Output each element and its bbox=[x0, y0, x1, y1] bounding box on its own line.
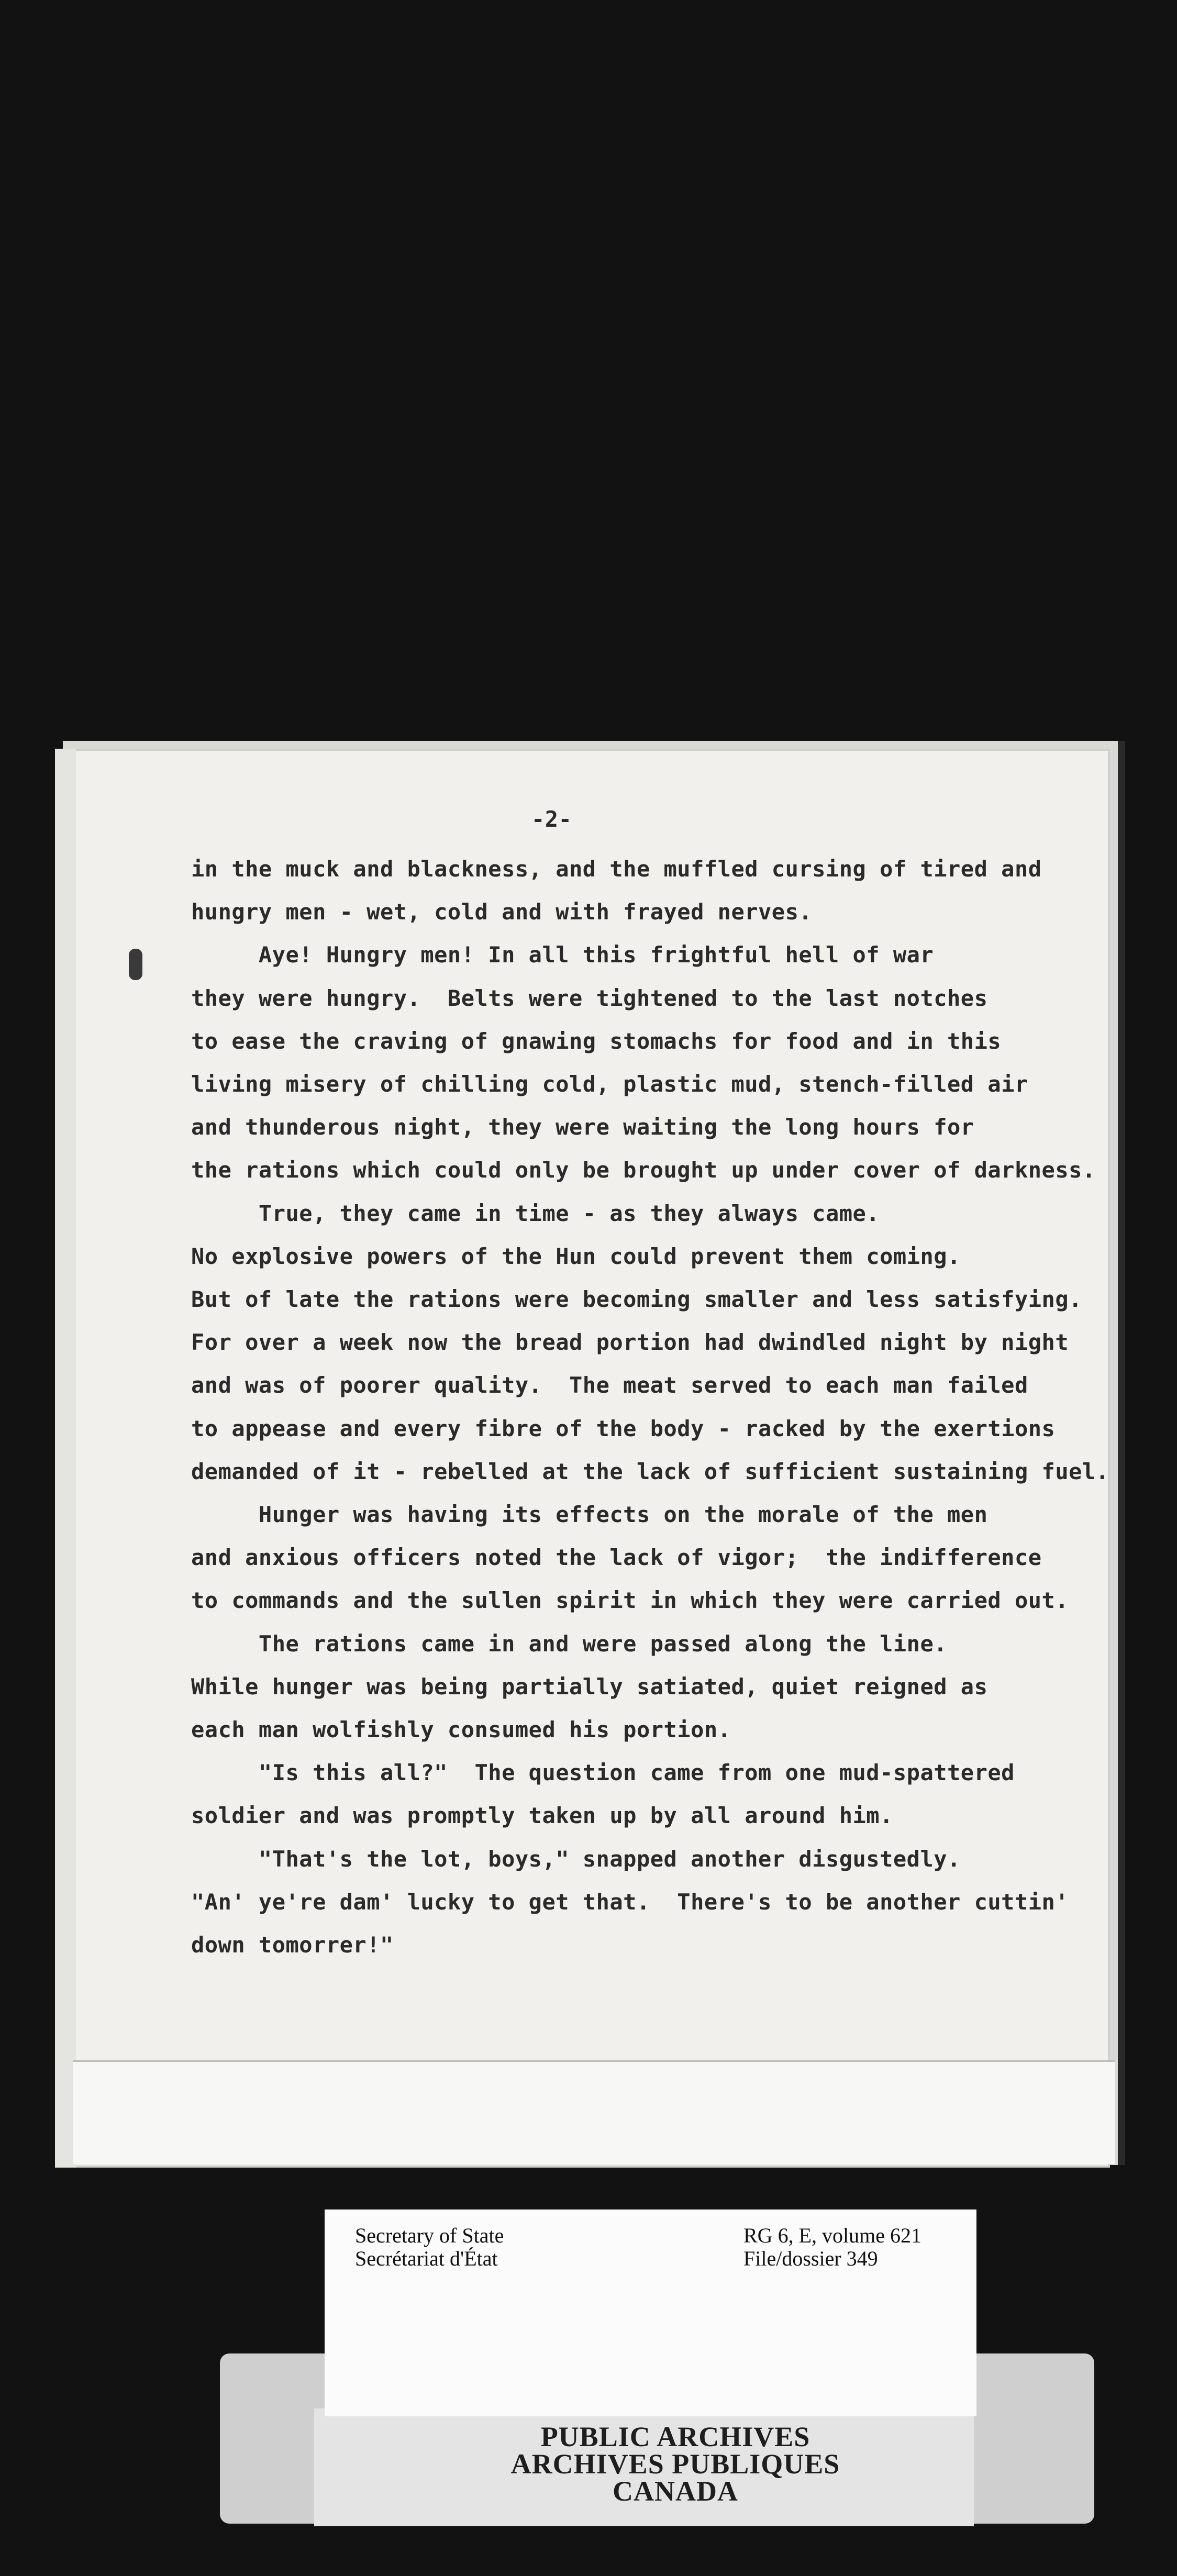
typed-line: down tomorrer!" bbox=[191, 1932, 394, 1958]
typed-line: the rations which could only be brought up under cover of darkness. bbox=[191, 1157, 1096, 1183]
typed-line: The rations came in and were passed along the line. bbox=[191, 1630, 948, 1657]
typed-line: in the muck and blackness, and the muffled cursing of tired and bbox=[191, 856, 1042, 882]
label-record-group: RG 6, E, volume 621 bbox=[743, 2224, 921, 2247]
typed-line: demanded of it - rebelled at the lack of sufficient sustaining fuel. bbox=[191, 1458, 1109, 1484]
typed-line: True, they came in time - as they always came. bbox=[191, 1200, 880, 1226]
stamp-line-1: PUBLIC ARCHIVES bbox=[540, 2421, 810, 2452]
label-file-number: File/dossier 349 bbox=[743, 2247, 878, 2270]
typed-line: While hunger was being partially satiated, quiet reigned as bbox=[191, 1673, 988, 1700]
typed-line: But of late the rations were becoming smaller and less satisfying. bbox=[191, 1286, 1082, 1312]
typed-line: "That's the lot, boys," snapped another disgustedly. bbox=[191, 1846, 961, 1872]
typed-line: "An' ye're dam' lucky to get that. There's to be another cuttin' bbox=[191, 1889, 1069, 1915]
typed-line: to appease and every fibre of the body - racked by the exertions bbox=[191, 1415, 1056, 1441]
page-bottom-strip bbox=[73, 2060, 1115, 2164]
typed-line: and thunderous night, they were waiting the long hours for bbox=[191, 1114, 974, 1140]
typed-line: each man wolfishly consumed his portion. bbox=[191, 1717, 731, 1742]
punch-hole-icon bbox=[129, 949, 142, 980]
typed-line: they were hungry. Belts were tightened to the last notches bbox=[191, 985, 988, 1011]
typed-line: "Is this all?" The question came from one mud-spattered bbox=[191, 1760, 1015, 1786]
label-department-fr: Secrétariat d'État bbox=[355, 2247, 498, 2270]
typed-line: For over a week now the bread portion had dwindled night by night bbox=[191, 1329, 1069, 1356]
typed-line: hungry men - wet, cold and with frayed nerves. bbox=[191, 899, 813, 925]
typed-line: to ease the craving of gnawing stomachs for food and in this bbox=[191, 1028, 1002, 1054]
typed-line: and anxious officers noted the lack of vigor; the indifference bbox=[191, 1545, 1042, 1571]
typed-line: and was of poorer quality. The meat served to each man failed bbox=[191, 1372, 1028, 1398]
archives-stamp bbox=[440, 2423, 911, 2505]
page-left-edge bbox=[55, 749, 76, 2168]
typed-line: Aye! Hungry men! In all this frightful hell of war bbox=[191, 942, 934, 968]
archive-label-card bbox=[325, 2209, 976, 2416]
stamp-line-2: ARCHIVES PUBLIQUES bbox=[510, 2448, 840, 2480]
typed-line: living misery of chilling cold, plastic mud, stench-filled air bbox=[191, 1071, 1028, 1097]
page-number: -2- bbox=[531, 806, 572, 832]
label-department-en: Secretary of State bbox=[355, 2224, 504, 2247]
typed-line: to commands and the sullen spirit in which they were carried out. bbox=[191, 1587, 1069, 1614]
stamp-line-3: CANADA bbox=[613, 2475, 738, 2507]
typed-line: No explosive powers of the Hun could prevent them coming. bbox=[191, 1243, 961, 1269]
typed-line: soldier and was promptly taken up by all around him. bbox=[191, 1803, 893, 1829]
typed-line: Hunger was having its effects on the morale of the men bbox=[191, 1502, 988, 1527]
